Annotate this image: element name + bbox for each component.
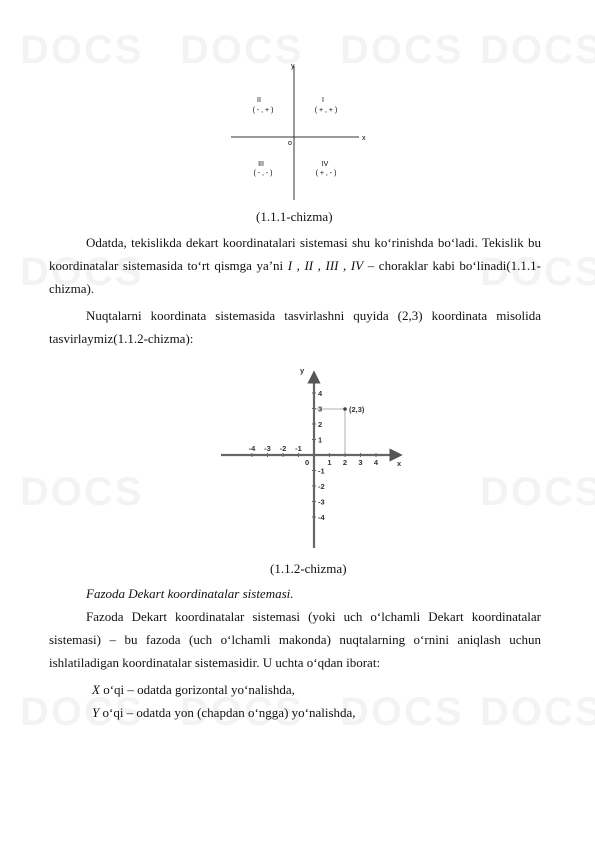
x-tick-label: 3	[358, 458, 363, 467]
point-marker	[343, 407, 347, 411]
y-tick-label: 4	[318, 389, 323, 398]
paragraph-text: Odatda, tekislikda dekart koordinatalari sistemasi shu ko‘rinishda bo‘ladi. Tekislik bu koordinatalar sistemasida to‘rt qismga ya’ni	[49, 235, 541, 273]
y-tick-label: -3	[318, 497, 325, 507]
quadrant-figure	[225, 60, 375, 208]
point-plot-figure	[215, 358, 415, 554]
watermark-text	[480, 690, 595, 735]
y-tick-label: -2	[318, 482, 325, 491]
quadrant-numerals: I , II , III , IV	[287, 258, 364, 273]
quadrant-2-signs: ( - , + )	[252, 107, 274, 114]
list-item-text: o‘qi – odatda yon (chapdan o‘ngga) yo‘nalishda,	[99, 705, 356, 720]
watermark-text	[340, 690, 464, 735]
paragraph-point-example: Nuqtalarni koordinata sistemasida tasvirlashni quyida (2,3) koordinata misolida tasvirlaymiz(1.1.2-chizma):	[49, 308, 541, 346]
watermark-text	[20, 470, 144, 515]
y-tick-label: 1	[318, 435, 323, 445]
x-tick-label: -2	[279, 444, 287, 453]
paragraph-text: – choraklar kabi bo‘linadi(1.1.1-chizma).	[49, 258, 541, 296]
y-axis-label: y	[300, 366, 305, 375]
origin-label: 0	[305, 458, 310, 467]
watermark-text	[480, 470, 595, 515]
quadrant-4-signs: ( + , - )	[315, 170, 337, 177]
list-item	[92, 701, 356, 724]
y-tick-label: -1	[318, 466, 325, 476]
watermark-text	[480, 28, 595, 73]
x-tick-label: -1	[295, 444, 302, 453]
axis-variable: Y	[92, 705, 100, 720]
axis-variable: X	[92, 682, 100, 697]
x-tick-label: 1	[327, 458, 332, 467]
paragraph-3d-definition: Fazoda Dekart koordinatalar sistemasi (yoki uch o‘lchamli Dekart koordinatalar sistemasi) – bu fazoda (uch o‘lchamli makonda) nuqtalarning o‘rnini aniqlash uchun ishlatiladigan koordinatalar sistemasidir. U uchta o‘qdan iborat:	[49, 609, 541, 670]
y-tick-label: 3	[318, 404, 323, 414]
figure-2-caption: (1.1.2-chizma)	[270, 561, 347, 576]
quadrant-3-signs: ( - , - )	[253, 170, 273, 177]
origin-label: o	[288, 140, 292, 147]
quadrant-3-label: III	[258, 161, 264, 168]
x-axis-label: x	[397, 459, 402, 468]
quadrant-1-signs: ( + , + )	[314, 107, 338, 114]
section-heading: Fazoda Dekart koordinatalar sistemasi.	[86, 586, 294, 601]
figure-1-caption: (1.1.1-chizma)	[256, 209, 333, 224]
x-tick-label: 4	[373, 458, 379, 467]
list-item	[92, 678, 356, 701]
y-tick-label: 2	[318, 420, 323, 429]
list-item-text: o‘qi – odatda gorizontal yo‘nalishda,	[99, 682, 295, 697]
x-tick-label: -4	[248, 444, 256, 453]
paragraph-quadrants	[49, 231, 541, 300]
quadrant-4-label: IV	[321, 161, 329, 168]
quadrant-1-label: I	[322, 97, 324, 104]
x-tick-label: -3	[264, 444, 271, 453]
y-axis-label: y	[291, 63, 295, 70]
quadrant-2-label: II	[257, 97, 261, 104]
x-tick-label: 2	[342, 458, 348, 467]
point-label: (2,3)	[349, 405, 365, 414]
watermark-text	[20, 28, 144, 73]
axis-list	[92, 678, 356, 724]
y-tick-label: -4	[318, 513, 325, 522]
x-axis-label: x	[362, 135, 366, 142]
